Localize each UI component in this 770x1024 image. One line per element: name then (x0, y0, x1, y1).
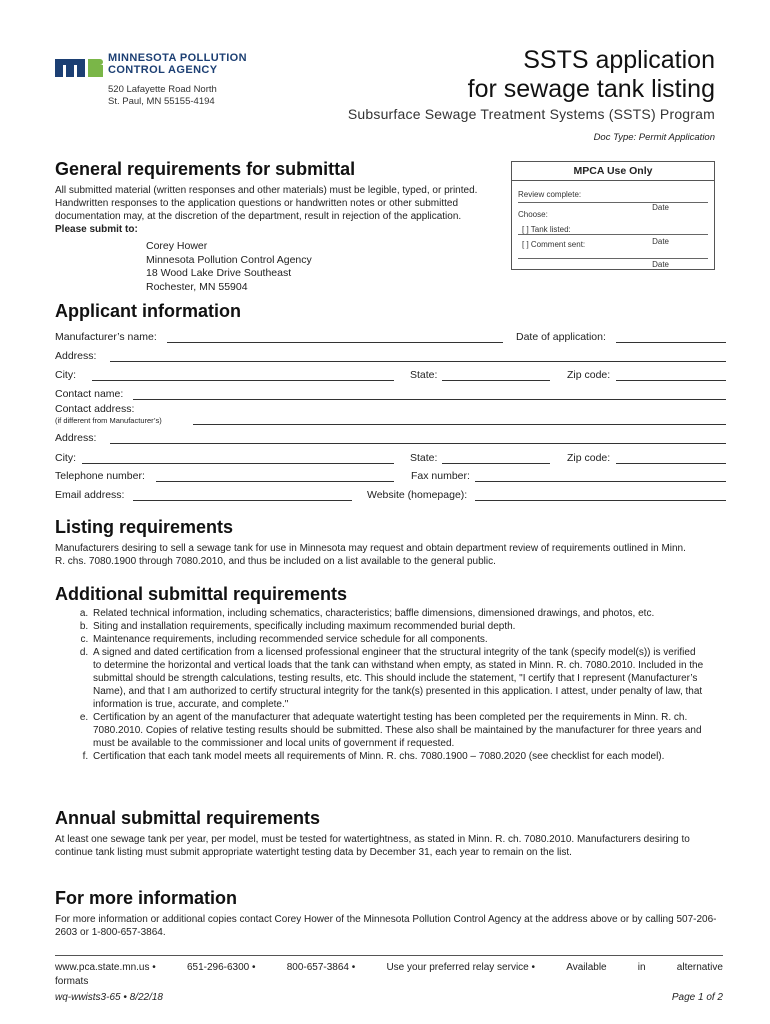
zip-label: Zip code: (567, 369, 611, 381)
city-2-label: City: (55, 452, 76, 464)
document-title (468, 46, 715, 104)
fax-label: Fax number: (411, 470, 470, 482)
footer (55, 961, 723, 989)
submit-contact: Corey Hower (146, 240, 208, 252)
footer-in: in (637, 962, 646, 973)
contact-name-label: Contact name: (55, 388, 124, 400)
review-line (518, 202, 708, 203)
telephone-field[interactable] (156, 481, 394, 482)
city-field[interactable] (92, 380, 394, 381)
address-2-field[interactable] (110, 443, 726, 444)
contact-address-label: Contact address: (55, 403, 135, 415)
comment-sent-line (518, 258, 708, 259)
additional-heading: Additional submittal requirements (55, 584, 348, 604)
website-label: Website (homepage): (367, 489, 468, 501)
program-subtitle: Subsurface Sewage Treatment Systems (SSTS) Program (347, 106, 715, 122)
submit-street: 18 Wood Lake Drive Southeast (146, 267, 292, 279)
tank-listed-checkbox[interactable]: [ ] Tank listed: (522, 225, 571, 234)
general-heading: General requirements for submittal (55, 159, 356, 179)
row-address-2 (55, 432, 726, 446)
mpca-logo-icon (55, 53, 103, 77)
agency-name (108, 53, 247, 76)
state-field[interactable] (442, 380, 550, 381)
submit-org: Minnesota Pollution Control Agency (146, 253, 312, 266)
state-label: State: (410, 369, 438, 381)
footer-alternative: alternative (676, 962, 723, 973)
review-complete-label: Review complete: (518, 190, 582, 199)
footer-phone-tollfree: 800-657-3864 • (286, 962, 356, 973)
listing-text: Manufacturers desiring to sell a sewage tank for use in Minnesota may request and obtain department review of requirements outlined in Minn. R. chs. 7080.1900 through 7080.2010, and thus be included on a list available to the general public. (55, 543, 686, 567)
general-body: All submitted material (written responses and other materials) must be legible, typed, or printed. Handwritten responses to the application questions or handwritten notes or other submitted documentation may, at the discretion of the department, result in rejection of the application. (55, 185, 478, 222)
agency-name-line2: CONTROL AGENCY (108, 63, 218, 76)
if-different-note: (if different from Manufacturer’s) (55, 416, 162, 425)
annual-heading: Annual submittal requirements (55, 808, 321, 828)
mpca-use-only-box (511, 161, 715, 270)
tank-listed-date-label: Date (652, 237, 669, 246)
telephone-label: Telephone number: (55, 470, 145, 482)
footer-formats: formats (55, 976, 89, 987)
listing-heading: Listing requirements (55, 517, 234, 537)
list-item: a. Related technical information, including schematics, characteristics; baffle dimensions, dimensioned drawings, and photos, etc. (91, 607, 705, 620)
date-of-application-label: Date of application: (516, 331, 606, 343)
state-2-field[interactable] (442, 463, 550, 464)
use-only-title: MPCA Use Only (512, 162, 714, 181)
city-2-field[interactable] (82, 463, 394, 464)
list-item: f. Certification that each tank model meets all requirements of Minn. R. chs. 7080.1900 – 7080.2020 (see checklist for each model). (91, 750, 705, 763)
row-telephone (55, 470, 726, 484)
general-text (55, 184, 491, 236)
row-contact-name (55, 388, 726, 402)
website-field[interactable] (475, 500, 726, 501)
list-item: e. Certification by an agent of the manufacturer that adequate watertight testing has been completed per the requirements in Minn. R. ch. 7080.2010. Copies of relative testing results should be submitted. These also shall be maintained by the manufacturer for three years and must be available to the commissioner and local units of government if requested. (91, 711, 705, 750)
email-label: Email address: (55, 489, 125, 501)
submit-label: Please submit to: (55, 224, 138, 235)
row-if-different (55, 415, 726, 429)
row-address (55, 350, 726, 364)
date-of-application-field[interactable] (616, 342, 726, 343)
email-field[interactable] (133, 500, 352, 501)
footer-contact-row (55, 961, 723, 975)
tank-listed-line (518, 234, 708, 235)
zip-2-label: Zip code: (567, 452, 611, 464)
row-email (55, 489, 726, 503)
title-line1: SSTS application (523, 46, 715, 74)
address-field[interactable] (110, 361, 726, 362)
list-item: d. A signed and dated certification from a licensed professional engineer that the structural integrity of the tank (specify model(s)) is verified to determine the horizontal and vertical loads that the tank can withstand when empty, as stated in Minn. R. ch. 7080.2010. Included in the submittal should be strength calculations, testing results, etc. This should include the statement, "I certify that I represent (Manufacturer’s Name), and that I am authorized to certify structural integrity for the tank(s) presented in this application. I attest, under penalty of law, that information is true, accurate, and complete." (91, 646, 705, 711)
choose-label: Choose: (518, 210, 548, 219)
state-2-label: State: (410, 452, 438, 464)
more-info-text: For more information or additional copies contact Corey Hower of the Minnesota Pollution Control Agency at the address above or by calling 507-206-2603 or 1-800-657-3864. (55, 914, 717, 938)
list-item: c. Maintenance requirements, including recommended service schedule for all components. (91, 633, 705, 646)
submit-address (146, 240, 312, 294)
footer-website[interactable]: www.pca.state.mn.us • (55, 962, 156, 973)
city-label: City: (55, 369, 76, 381)
footer-phone-local: 651-296-6300 • (186, 962, 256, 973)
address-2-label: Address: (55, 432, 97, 444)
contact-name-field[interactable] (133, 399, 726, 400)
agency-address (108, 84, 217, 108)
footer-divider (55, 955, 723, 956)
title-line2: for sewage tank listing (467, 75, 715, 103)
applicant-heading: Applicant information (55, 301, 241, 321)
submit-city: Rochester, MN 55904 (146, 280, 248, 293)
agency-street: 520 Lafayette Road North (108, 84, 217, 95)
zip-field[interactable] (616, 380, 726, 381)
review-date-label: Date (652, 203, 669, 212)
zip-2-field[interactable] (616, 463, 726, 464)
footer-available: Available (566, 962, 607, 973)
footer-relay: Use your preferred relay service • (386, 962, 536, 973)
agency-name-line1: MINNESOTA POLLUTION (108, 52, 247, 64)
manufacturer-name-label: Manufacturer’s name: (55, 331, 157, 343)
more-info-heading: For more information (55, 888, 238, 908)
fax-field[interactable] (475, 481, 726, 482)
page-number: Page 1 of 2 (671, 992, 723, 1003)
agency-city: St. Paul, MN 55155-4194 (108, 96, 215, 107)
row-city (55, 369, 726, 383)
comment-sent-checkbox[interactable]: [ ] Comment sent: (522, 240, 586, 249)
additional-requirements-list (55, 607, 705, 763)
doc-type: Doc Type: Permit Application (593, 132, 715, 143)
list-item: b. Siting and installation requirements, specifically including maximum recommended burial depth. (91, 620, 705, 633)
annual-text: At least one sewage tank per year, per model, must be tested for watertightness, as stated in Minn. R. ch. 7080.2010. Manufacturers desiring to continue tank listing must submit appropriate watertight testing data by December 31, each year to remain on the list. (55, 834, 690, 858)
comment-date-label: Date (652, 260, 669, 269)
manufacturer-name-field[interactable] (167, 342, 503, 343)
contact-address-field[interactable] (193, 424, 726, 425)
row-city-2 (55, 452, 726, 466)
address-label: Address: (55, 350, 97, 362)
row-manufacturer (55, 331, 726, 345)
doc-id: wq-wwists3-65 • 8/22/18 (55, 992, 163, 1003)
footer-doc-row (55, 992, 723, 1003)
